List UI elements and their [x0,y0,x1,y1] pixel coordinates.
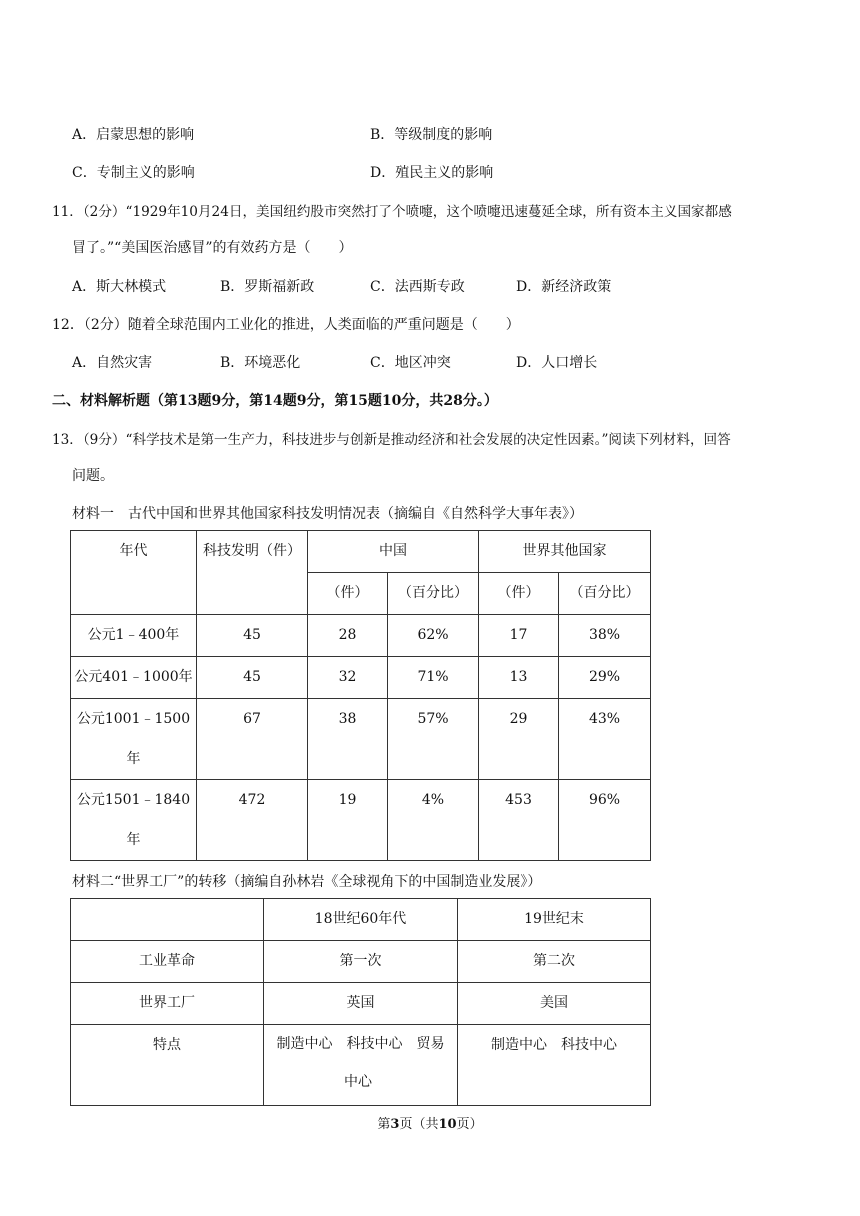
footer-suffix: 页） [456,1117,483,1132]
cell-world-percent: 29% [559,657,651,699]
cell-total: 45 [197,657,308,699]
cell-china-count: 32 [308,657,388,699]
footer-prefix: 第 [377,1117,391,1132]
header-china-count: （件） [308,573,388,615]
header-other-countries: 世界其他国家 [479,531,651,573]
q10-option-a: A．启蒙思想的影响 [72,127,195,143]
table-row [71,941,651,983]
cell-features-britain [264,1025,458,1106]
q11-stem-line1: 11．（2分）“1929年10月24日，美国纽约股市突然打了个喷嚏，这个喷嚏迅速蔓延全球，所有资本主义国家都感 [52,204,732,220]
cell-britain: 英国 [264,983,458,1025]
q10-option-d: D．殖民主义的影响 [370,165,494,181]
header-world-count: （件） [479,573,559,615]
q11-option-c: C．法西斯专政 [370,279,465,295]
q12-option-d: D．人口增长 [516,355,598,371]
footer-total-pages: 10 [438,1117,457,1132]
cell-total: 45 [197,615,308,657]
cell-label-features: 特点 [71,1025,264,1106]
cell-china-percent: 62% [388,615,479,657]
cell-era-line1: 公元1501﹣1840 [76,792,191,808]
header-china-percent: （百分比） [388,573,479,615]
cell-world-percent: 96% [559,780,651,861]
q11-option-b: B．罗斯福新政 [220,279,315,295]
header-empty [71,899,264,941]
material-1-title: 材料一 古代中国和世界其他国家科技发明情况表（摘编自《自然科学大事年表》） [72,506,583,522]
header-era: 年代 [71,531,197,615]
cell-features-britain-line1: 制造中心 科技中心 贸易 [276,1036,445,1052]
cell-total: 67 [197,699,308,780]
header-18th-century-60s: 18世纪60年代 [264,899,458,941]
cell-label-industrial-revolution: 工业革命 [71,941,264,983]
cell-era: 公元401﹣1000年 [71,657,197,699]
material-2-title: 材料二“世界工厂”的转移（摘编自孙林岩《全球视角下的中国制造业发展》） [72,874,542,890]
table-row [71,1025,651,1106]
table-row [71,657,651,699]
cell-era-line1: 公元1001﹣1500 [76,711,191,727]
cell-china-percent: 57% [388,699,479,780]
q12-option-c: C．地区冲突 [370,355,451,371]
q13-stem-line1: 13．（9分）“科学技术是第一生产力，科技进步与创新是推动经济和社会发展的决定性因素。”阅读下列材料，回答 [52,432,731,448]
q10-option-c: C．专制主义的影响 [72,165,195,181]
q12-stem: 12．（2分）随着全球范围内工业化的推进，人类面临的严重问题是（ ） [52,317,520,333]
cell-second: 第二次 [458,941,651,983]
cell-world-percent: 38% [559,615,651,657]
table-row [71,780,651,861]
cell-china-percent: 4% [388,780,479,861]
cell-era: 公元1﹣400年 [71,615,197,657]
cell-era-line2: 年 [126,832,141,848]
table-row [71,983,651,1025]
header-china: 中国 [308,531,479,573]
q11-option-a: A．斯大林模式 [72,279,167,295]
cell-era-line2: 年 [126,751,141,767]
q12-option-b: B．环境恶化 [220,355,301,371]
q11-option-d: D．新经济政策 [516,279,612,295]
page-footer [0,1113,860,1132]
q12-option-a: A．自然灾害 [72,355,153,371]
cell-features-usa: 制造中心 科技中心 [458,1025,651,1106]
table-row [71,699,651,780]
cell-china-percent: 71% [388,657,479,699]
table-tech-inventions [70,530,651,861]
cell-china-count: 28 [308,615,388,657]
header-19th-century-end: 19世纪末 [458,899,651,941]
section-2-heading: 二、材料解析题（第13题9分，第14题9分，第15题10分，共28分。） [52,393,498,409]
cell-world-count: 453 [479,780,559,861]
footer-page-number: 3 [390,1117,400,1132]
cell-features-britain-line2: 中心 [344,1074,372,1090]
header-total-inventions: 科技发明（件） [197,531,308,615]
cell-world-count: 13 [479,657,559,699]
table-row [71,615,651,657]
cell-total: 472 [197,780,308,861]
cell-china-count: 38 [308,699,388,780]
cell-label-world-factory: 世界工厂 [71,983,264,1025]
cell-world-count: 29 [479,699,559,780]
header-world-percent: （百分比） [559,573,651,615]
cell-usa: 美国 [458,983,651,1025]
table-world-factory [70,898,651,1106]
cell-era [71,780,197,861]
cell-first: 第一次 [264,941,458,983]
cell-world-percent: 43% [559,699,651,780]
q11-stem-line2: 冒了。”“美国医治感冒”的有效药方是（ ） [72,240,353,256]
cell-china-count: 19 [308,780,388,861]
footer-middle: 页（共 [399,1117,439,1132]
cell-world-count: 17 [479,615,559,657]
q13-stem-line2: 问题。 [72,468,114,484]
cell-era [71,699,197,780]
q10-option-b: B．等级制度的影响 [370,127,493,143]
